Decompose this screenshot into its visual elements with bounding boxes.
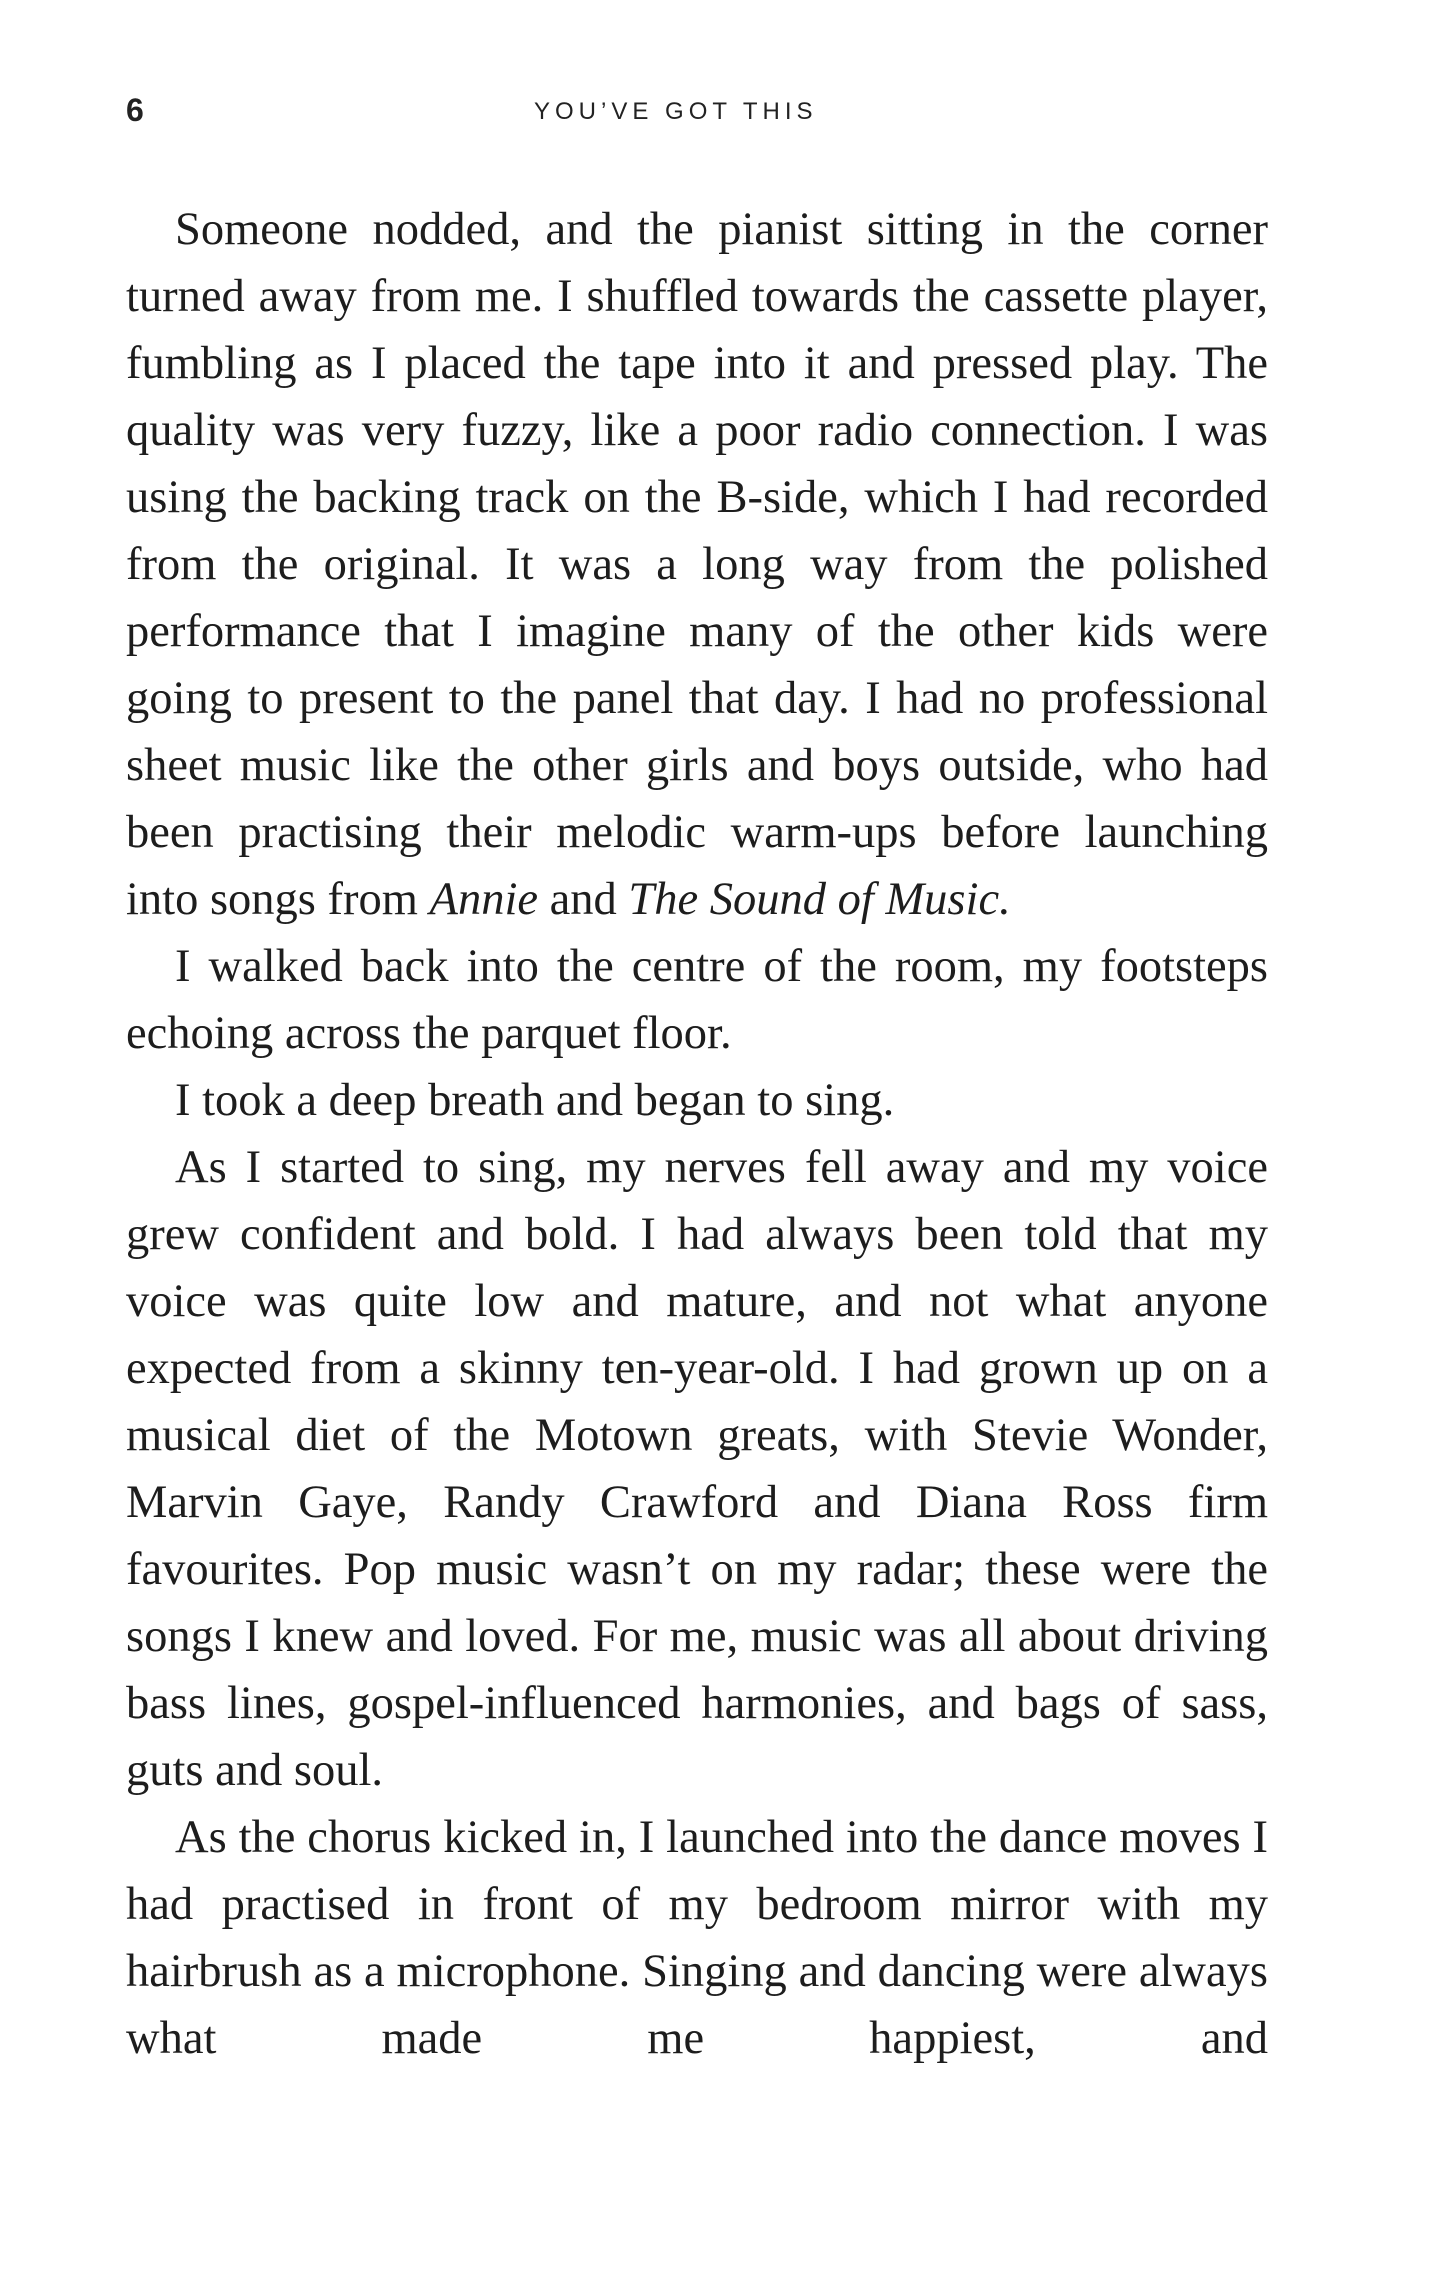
title-annie: Annie [429, 874, 539, 925]
running-title: YOU’VE GOT THIS [534, 98, 818, 125]
paragraph-1-text: Someone nodded, and the pianist sitting in the corner turned away from me. I shuffled towards the cassette player, fumbling as I placed the tape into it and pressed play. The quality was very fuzzy, like a poor radio connection. I was using the backing track on the B-side, which I had recorded from the original. It was a long way from the polished performance that I imagine many of the other kids were going to present to the panel that day. I had no professional sheet music like the other girls and boys outside, who had been practising their melodic warm-ups before launching into songs from [126, 204, 1268, 925]
page-number: 6 [126, 92, 144, 128]
paragraph-2: I walked back into the centre of the room, my footsteps echoing across the parquet floor. [126, 941, 1268, 1059]
paragraph-1 [126, 196, 1268, 933]
paragraph-1-conjunction: and [538, 874, 629, 925]
running-head [126, 92, 1266, 142]
paragraph-5: As the chorus kicked in, I launched into the dance moves I had practised in front of my bedroom mirror with my hairbrush as a microphone. Singing and dancing were always what made me happiest, and [126, 1812, 1268, 2064]
body-text [126, 196, 1268, 2072]
paragraph-4: As I started to sing, my nerves fell away and my voice grew confident and bold. I had always been told that my voice was quite low and mature, and not what anyone expected from a skinny ten-year-old. I had grown up on a musical diet of the Motown greats, with Stevie Wonder, Marvin Gaye, Randy Crawford and Diana Ross firm favourites. Pop music wasn’t on my radar; these were the songs I knew and loved. For me, music was all about driving bass lines, gospel-influenced harmonies, and bags of sass, guts and soul. [126, 1142, 1268, 1796]
title-sound-of-music: The Sound of Music. [628, 874, 1011, 925]
paragraph-3: I took a deep breath and began to sing. [175, 1075, 895, 1126]
